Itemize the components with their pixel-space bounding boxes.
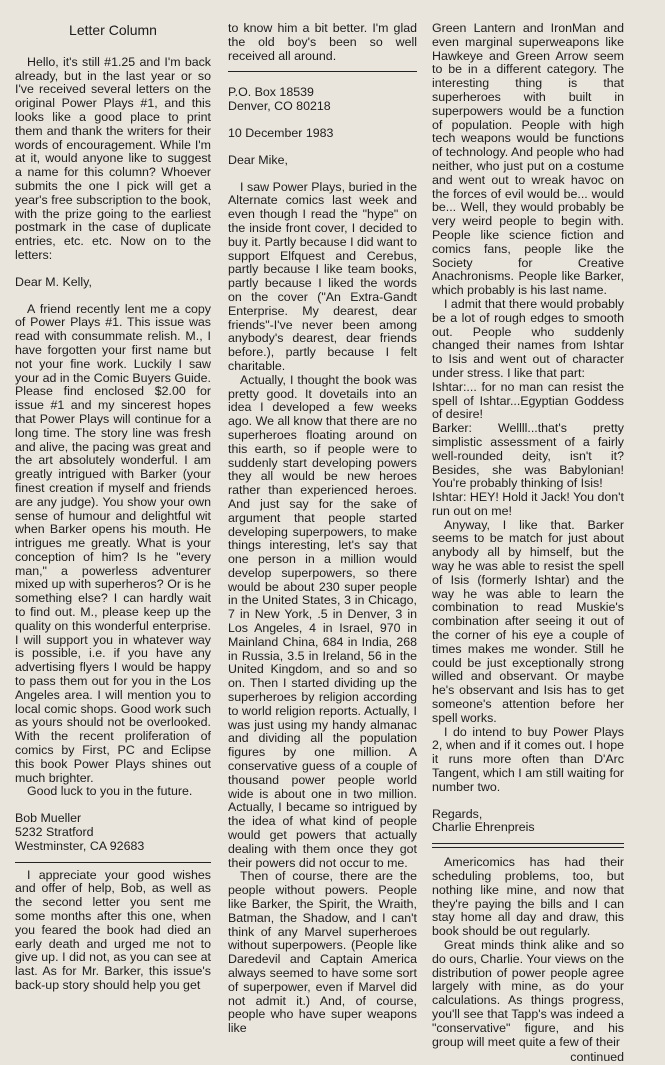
- editor-reply-2: Americomics has had their scheduling problems, too, but nothing like mine, and now that they're paying the bills and I can stay home all day and draw, this book should be out regularly.: [432, 855, 624, 939]
- dialog-line: Ishtar: HEY! Hold it Jack! You don't run out on me!: [432, 490, 624, 518]
- letter-2-signature: Charlie Ehrenpreis: [432, 820, 535, 835]
- column-right: [432, 22, 624, 1065]
- letter-1-body: A friend recently lent me a copy of Power Plays #1. This issue was read with consummate relish. M., I have forgotten your first name but not your fine work. Luckily I saw your ad in the Comic Buyers Guide. Please find enclosed $2.00 for issue #1 and my sincerest hopes that Power Plays will continue for a long time. The story line was fresh and alive, the pacing was great and the art absolutely wonderful. I am greatly intrigued with Barker (your finest creation if myself and friends are any judge). You show your own sense of humour and delightful wit when Barker opens his mouth. He intrigues me greatly. What is your conception of him? Is he "every man," a powerless adventurer mixed up with superheros? Or is he something else? I can hardly wait to find out. M., please keep up the quality on this wonderful enterprise. I will support you in whatever way is possible, i.e. if you have any advertising flyers I would be happy to pass them out for you in the Los Angeles area. I will mention you to local comic shops. Good work such as yours should not be overlooked. With the recent proliferation of comics by First, PC and Eclipse this book Power Plays shines out much brighter.: [15, 301, 211, 785]
- letter-2-para: Actually, I thought the book was pretty good. It dovetails into an idea I developed a few weeks ago. We all know that there are no superheroes floating around on this earth, so if people were to suddenly start developing powers they all would be new heroes rather than experienced heroes. And just say for the sake of argument that people started developing superpowers, to make things interesting, let's say that one person in a million would develop superpowers, so there would be about 230 super people in the United States, 3 in Chicago, 7 in New York, .5 in Denver, 3 in Los Angeles, 4 in Israel, 970 in Mainland China, 684 in India, 268 in Russia, 3.5 in Ireland, 56 in the United Kingdom, and so and so on. Then I started dividing up the superheroes by religion according to world religion reports. Actually, I was just using my handy almanac and dividing all the population figures by one million. A conservative guess of a couple of thousand power people world wide is about one in two million. Actually, I became so intrigued by the idea of what kind of people would get powers that actually dealing with them once they got their powers did not occur to me.: [228, 372, 417, 870]
- letter-2-para-continued: Green Lantern and IronMan and even marginal superweapons like Hawkeye and Green Arrow seem to be in a different category. The interesting thing is that superheroes with built in superpowers would be a function of population. People with high tech weapons would be functions of technology. And people who had neither, who just put on a costume and went out to wreak havoc on the forces of evil would be... would be... Well, they would probably be very weird people to begin with. People like science fiction and comics fans, people like the Society for Creative Anachronisms. People like Barker, which probably is his last name.: [432, 21, 624, 298]
- address-line: 5232 Stratford: [15, 825, 94, 840]
- page-title: Letter Column: [69, 22, 157, 38]
- editor-reply-1-continued: to know him a bit better. I'm glad the old boy's been so well received all around.: [228, 21, 417, 63]
- double-divider-rule: [432, 843, 624, 848]
- dialog-line: Barker: Wellll...that's pretty simplistic assessment of a fairly well-rounded deity, isn't it? Besides, she was Babylonian! You're probably thinking of Isis!: [432, 421, 624, 491]
- letter-2-address: [228, 86, 417, 114]
- column-left: [15, 22, 211, 993]
- address-line: P.O. Box 18539: [228, 85, 314, 100]
- editor-reply-2: Great minds think alike and so do ours, Charlie. Your views on the distribution of power people agree largely with mine, as do your calculations. As things progress, you'll see that Tapp's was indeed a "conservative" figure, and his group will meet quite a few of their: [432, 938, 624, 1049]
- letter-2-para: Then of course, there are the people without powers. People like Barker, the Spirit, the Wraith, Batman, the Shadow, and I can't think of any Marvel superheroes without superpowers. (People like Daredevil and Captain America always seemed to have some sort of superpower, even if Marvel did not admit it.) And, of course, people who have super weapons like: [228, 869, 417, 1036]
- editor-reply-1: I appreciate your good wishes and offer of help, Bob, as well as the second letter you sent me some months after this one, when you feared the book had died an early death and urged me not to give up. I did not, as you can see at last. As for Mr. Barker, this issue's back-up story should help you get: [15, 867, 211, 992]
- divider-rule: [228, 71, 417, 72]
- salutation-2: Dear Mike,: [228, 152, 288, 167]
- letter-2-para: Anyway, I like that. Barker seems to be match for just about anybody all by himself, but the way he was able to resist the spell of Isis (formerly Ishtar) and the way he was able to learn the combination to read Muskie's combination after seeing it out of the corner of his eye a couple of times makes me wonder. Still he could be just exceptionally strong willed and observant. Or maybe he's observant and Isis has to get someone's attention before her spell works.: [432, 517, 624, 725]
- letter-2-para: I admit that there would probably be a lot of rough edges to smooth out. People who suddenly changed their names from Ishtar to Isis and went out of character under stress. I like that part:: [432, 296, 624, 380]
- letter-2-date: 10 December 1983: [228, 125, 334, 140]
- intro-paragraph: Hello, it's still #1.25 and I'm back already, but in the last year or so I've received several letters on the original Power Plays #1, and this looks like a good place to print them and thank the writers for their words of encouragement. While I'm at it, would anyone like to suggest a name for this column? Whoever submits the one I pick will get a year's free subscription to the book, with the prize going to the earliest postmark in the case of duplicate entries, etc. etc. Now on to the letters:: [15, 54, 211, 262]
- address-line: Denver, CO 80218: [228, 99, 331, 114]
- letter-1-closing: Good luck to you in the future.: [27, 784, 193, 799]
- salutation-1: Dear M. Kelly,: [15, 274, 92, 289]
- divider-rule: [15, 862, 211, 863]
- address-line: Westminster, CA 92683: [15, 838, 145, 853]
- letter-1-address: [15, 812, 211, 853]
- continued-note: continued: [570, 1050, 624, 1065]
- dialog-line: Ishtar:... for no man can resist the spell of Ishtar...Egyptian Goddess of desire!: [432, 379, 624, 422]
- column-middle: [228, 22, 417, 1036]
- letter-2-para: I saw Power Plays, buried in the Alternate comics last week and even though I read the "hype" on the inside front cover, I decided to buy it. Partly because I did want to support Elfquest and Cerebus, partly because I like team books, partly because I liked the words on the cover ("An Extra-Gandt Enterprise. My dearest, dear friends"-I've never been among anybody's dearest, dear friends before.), partly because I felt charitable.: [228, 179, 417, 373]
- address-line: Bob Mueller: [15, 811, 82, 826]
- letter-2-para: I do intend to buy Power Plays 2, when and if it comes out. I hope it runs more often than D'Arc Tangent, which I am still waiting for number two.: [432, 724, 624, 794]
- letter-2-regards: Regards,: [432, 806, 483, 821]
